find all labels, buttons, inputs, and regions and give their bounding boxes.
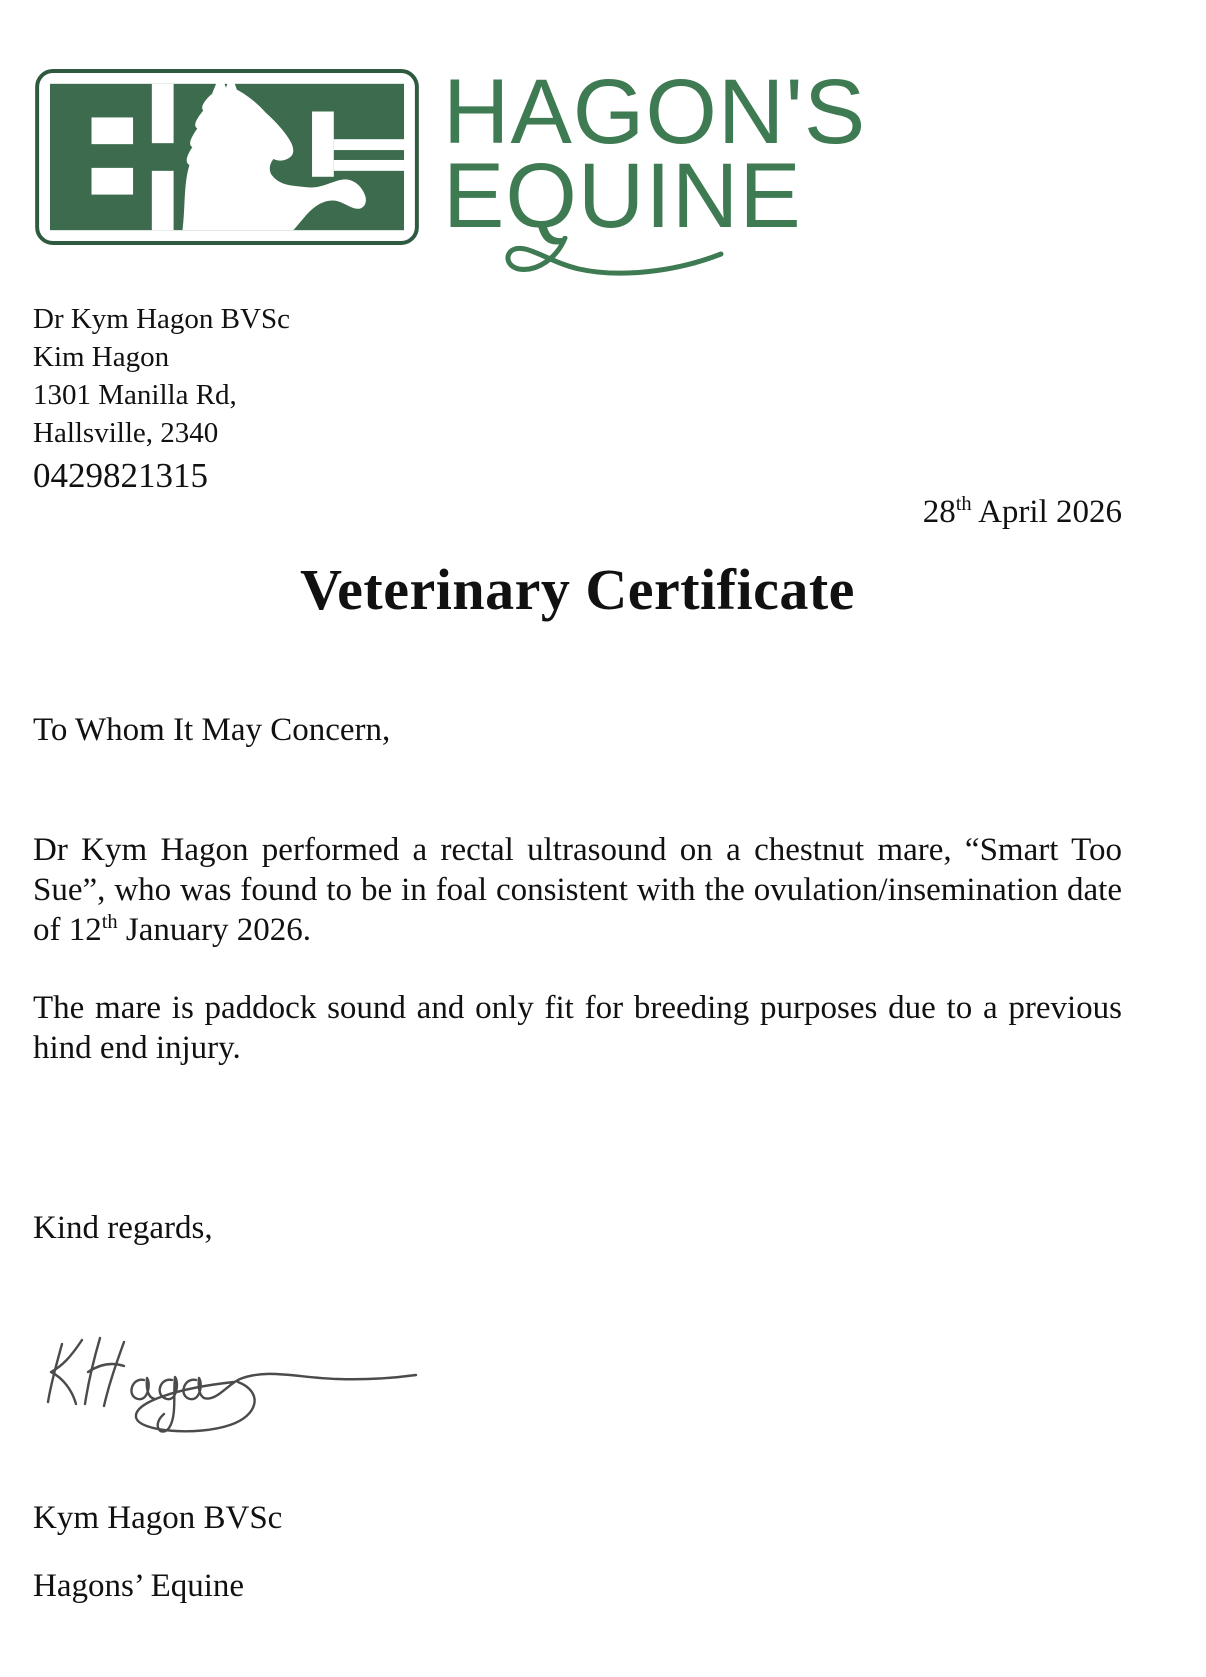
closing: Kind regards, <box>33 1210 213 1246</box>
signoff-org: Hagons’ Equine <box>33 1568 245 1604</box>
sender-locality: Hallsville, 2340 <box>33 417 219 449</box>
document-title: Veterinary Certificate <box>300 557 855 622</box>
sender-contact-name: Kim Hagon <box>33 341 170 373</box>
letter-date <box>923 494 1122 531</box>
signoff-name: Kym Hagon BVSc <box>33 1500 283 1536</box>
date-ordinal: th <box>955 493 972 515</box>
hagons-equine-logo-badge <box>33 68 421 246</box>
para1-ordinal: th <box>101 911 118 933</box>
sender-name: Dr Kym Hagon BVSc <box>33 303 290 335</box>
q-tail-flourish-icon <box>495 236 735 296</box>
salutation: To Whom It May Concern, <box>33 712 391 748</box>
para1-text: Dr Kym Hagon performed a rectal ultrasound on a chestnut mare, “Smart Too Sue”, who was found to be in foal consistent with the ovulation/insemination date of 12 <box>33 832 1122 948</box>
body-paragraph-2: The mare is paddock sound and only fit for breeding purposes due to a previous hind end injury. <box>33 990 1122 1066</box>
handwritten-signature <box>38 1322 428 1454</box>
sender-address-block <box>33 300 290 498</box>
body-paragraph-1 <box>33 830 1122 950</box>
sender-street: 1301 Manilla Rd, <box>33 379 237 411</box>
para1-text-end: January 2026. <box>117 912 312 948</box>
wordmark-line2: EQUINE <box>443 145 802 247</box>
logo-wordmark <box>443 61 867 247</box>
wordmark-line1: HAGON'S <box>443 61 867 163</box>
date-month-year: April 2026 <box>971 494 1122 530</box>
date-day: 28 <box>922 494 956 530</box>
sender-phone: 0429821315 <box>33 456 208 495</box>
